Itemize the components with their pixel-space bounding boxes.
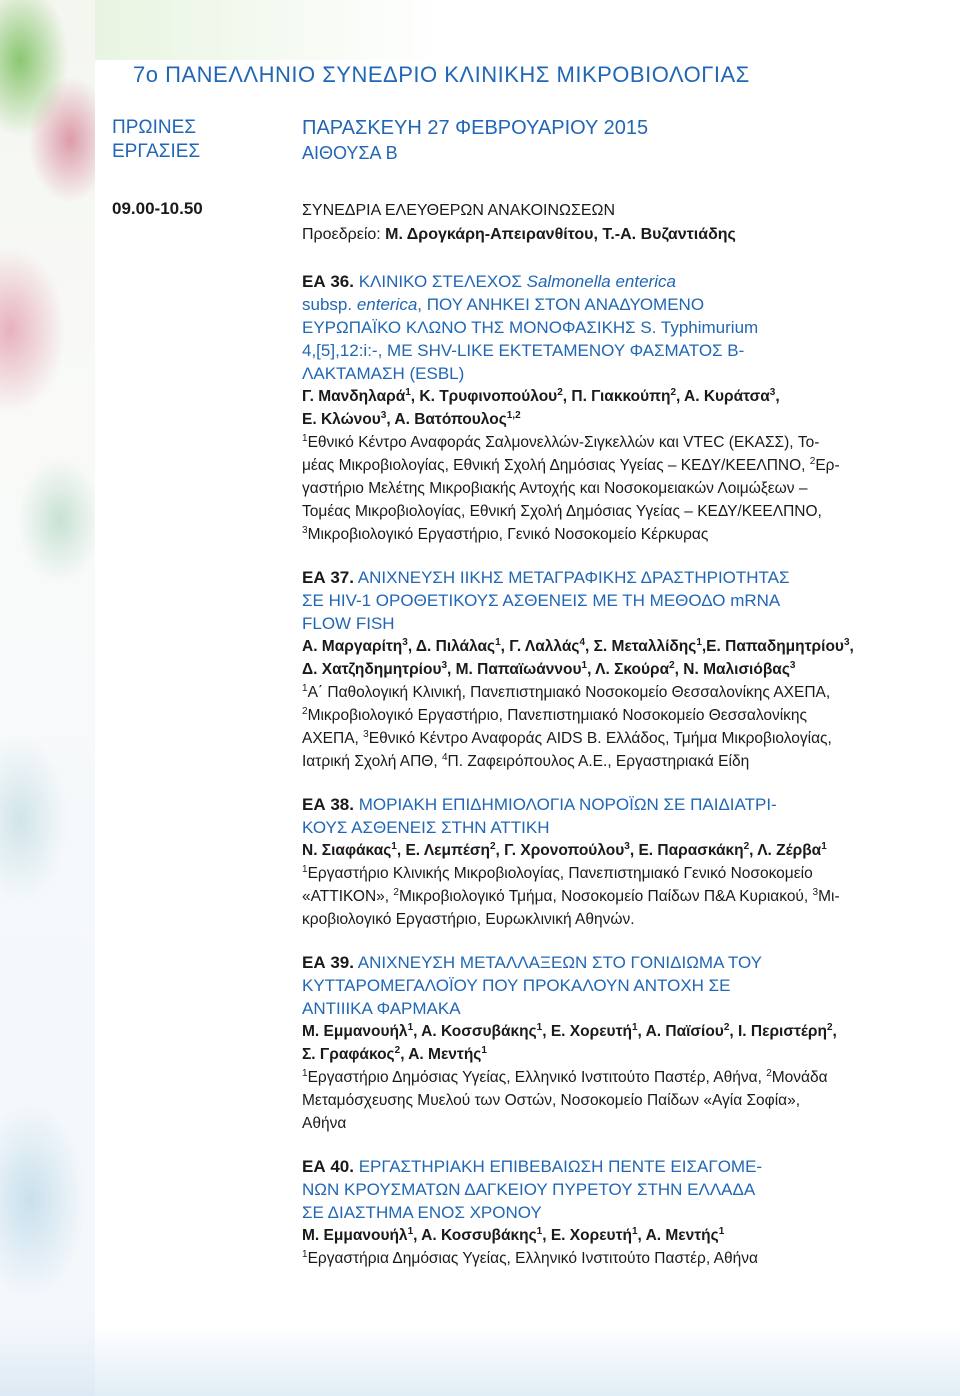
abstract-code: ΕΑ 40. (302, 1157, 354, 1176)
abstract-authors: Μ. Εμμανουήλ$^1$, Α. Κοσσυβάκης$^1$, Ε. Χορευτή$^1$, Α. Μεντής$^1$ (302, 1225, 725, 1244)
section-label-line2: ΕΡΓΑΣΙΕΣ (112, 141, 201, 162)
abstract-item (302, 951, 892, 1135)
abstract-affiliations: $^1$Εργαστήρια Δημόσιας Υγείας, Ελληνικό Ινστιτούτο Παστέρ, Αθήνα (302, 1248, 758, 1267)
abstract-affiliations: $^1$Α΄ Παθολογική Κλινική, Πανεπιστημιακό Νοσοκομείο Θεσσαλονίκης ΑΧΕΠΑ, $^2$Μικροβιολογικό Εργαστήριο, Πανεπιστημιακό Νοσοκομείο Θεσσαλονίκης ΑΧΕΠΑ, $^3$Εθνικό Κέντρο Αναφοράς AIDS Β. Ελλάδος, Τμήμα Μικροβιολογίας, Ιατρική Σχολή ΑΠΘ, $^4$Π. Ζαφειρόπουλος Α.Ε., Εργαστηριακά Είδη (302, 682, 832, 770)
abstract-authors: Α. Μαργαρίτη$^3$, Δ. Πιλάλας$^1$, Γ. Λαλλάς$^4$, Σ. Μεταλλίδης$^1$,Ε. Παπαδημητρίου$^3$, Δ. Χατζηδημητρίου$^3$, Μ. Παπαϊωάννου$^1$, Λ. Σκούρα$^2$, Ν. Μαλισιόβας$^3$ (302, 636, 854, 678)
abstract-item (302, 270, 892, 546)
abstract-title (302, 566, 892, 635)
date-block (302, 116, 942, 166)
session-chairs (302, 223, 922, 247)
abstract-title-text: ΕΡΓΑΣΤΗΡΙΑΚΗ ΕΠΙΒΕΒΑΙΩΣΗ ΠΕΝΤΕ ΕΙΣΑΓΟΜΕ- ΝΩΝ ΚΡΟΥΣΜΑΤΩΝ ΔΑΓΚΕΙΟΥ ΠΥΡΕΤΟΥ ΣΤΗΝ ΕΛΛΑΔΑ ΣΕ ΔΙΑΣΤΗΜΑ ΕΝΟΣ ΧΡΟΝΟΥ (302, 1157, 763, 1222)
session-room: ΑΙΘΟΥΣΑ Β (302, 143, 398, 163)
decorative-top-fade (95, 0, 960, 60)
abstract-list (302, 270, 892, 1290)
abstract-title (302, 951, 892, 1020)
abstract-authors: Γ. Μανδηλαρά$^1$, Κ. Τρυφινοπούλου$^2$, Π. Γιακκούπη$^2$, Α. Κυράτσα$^3$, Ε. Κλώνου$^3$, Α. Βατόπουλος$^{1,2}$ (302, 386, 780, 428)
session-info (302, 199, 922, 247)
abstract-title (302, 1155, 892, 1224)
session-date: ΠΑΡΑΣΚΕΥΗ 27 ΦΕΒΡΟΥΑΡΙΟΥ 2015 (302, 117, 649, 139)
abstract-code: ΕΑ 36. (302, 272, 354, 291)
abstract-affiliations: $^1$Εργαστήριο Δημόσιας Υγείας, Ελληνικό Ινστιτούτο Παστέρ, Αθήνα, $^2$Μονάδα Μεταμόσχευσης Μυελού των Οστών, Νοσοκομείο Παίδων «Αγία Σοφία», Αθήνα (302, 1067, 828, 1132)
abstract-title-text: ΚΛΙΝΙΚΟ ΣΤΕΛΕΧΟΣ Salmonella enterica subsp. enterica, ΠΟΥ ΑΝΗΚΕΙ ΣΤΟΝ ΑΝΑΔΥΟΜΕΝΟ ΕΥΡΩΠΑΪΚΟ ΚΛΩΝΟ ΤΗΣ ΜΟΝΟΦΑΣΙΚΗΣ S. Typhimurium 4,[5],12:i:-, ΜΕ SHV-LIKE ΕΚΤΕΤΑΜΕΝΟΥ ΦΑΣΜΑΤΟΣ Β- ΛΑΚΤΑΜΑΣΗ (ESBL) (302, 272, 759, 383)
abstract-title (302, 793, 892, 839)
session-chairs-names: Μ. Δρογκάρη-Απειρανθίτου, Τ.-Α. Βυζαντιάδης (385, 226, 736, 243)
abstract-code: ΕΑ 39. (302, 953, 354, 972)
abstract-authors: Ν. Σιαφάκας$^1$, Ε. Λεμπέση$^2$, Γ. Χρονοπούλου$^3$, Ε. Παρασκάκη$^2$, Λ. Ζέρβα$^1$ (302, 840, 827, 859)
abstract-item (302, 566, 892, 773)
abstract-authors: Μ. Εμμανουήλ$^1$, Α. Κοσσυβάκης$^1$, Ε. Χορευτή$^1$, Α. Παϊσίου$^2$, Ι. Περιστέρη$^2$, Σ. Γραφάκος$^2$, Α. Μεντής$^1$ (302, 1021, 837, 1063)
section-label (112, 116, 292, 164)
abstract-title-text: ΜΟΡΙΑΚΗ ΕΠΙΔΗΜΙΟΛΟΓΙΑ ΝΟΡΟΪΩΝ ΣΕ ΠΑΙΔΙΑΤΡΙ- ΚΟΥΣ ΑΣΘΕΝΕΙΣ ΣΤΗΝ ΑΤΤΙΚΗ (302, 795, 777, 837)
session-chairs-label: Προεδρείο: (302, 226, 386, 243)
abstract-title-text: ΑΝΙΧΝΕΥΣΗ ΜΕΤΑΛΛΑΞΕΩΝ ΣΤΟ ΓΟΝΙΔΙΩΜΑ ΤΟΥ ΚΥΤΤΑΡΟΜΕΓΑΛΟΪΟΥ ΠΟΥ ΠΡΟΚΑΛΟΥΝ ΑΝΤΟΧΗ ΣΕ ΑΝΤΙΙΙΚΑ ΦΑΡΜΑΚΑ (302, 953, 763, 1018)
abstract-item (302, 793, 892, 931)
decorative-bottom-fade (0, 1326, 960, 1396)
decorative-microscopy-band (0, 0, 95, 1396)
abstract-affiliations: $^1$Εθνικό Κέντρο Αναφοράς Σαλμονελλών-Σιγκελλών και VTEC (ΕΚΑΣΣ), Το- μέας Μικροβιολογίας, Εθνική Σχολή Δημόσιας Υγείας – ΚΕΔΥ/ΚΕΕΛΠΝΟ, $^2$Ερ- γαστήριο Μελέτης Μικροβιακής Αντοχής και Νοσοκομειακών Λοιμώξεων – Τομέας Μικροβιολογίας, Εθνική Σχολή Δημόσιας Υγείας – ΚΕΔΥ/ΚΕΕΛΠΝΟ, $^3$Μικροβιολογικό Εργαστήριο, Γενικό Νοσοκομείο Κέρκυρας (302, 432, 840, 543)
abstract-item (302, 1155, 892, 1270)
abstract-affiliations: $^1$Εργαστήριο Κλινικής Μικροβιολογίας, Πανεπιστημιακό Γενικό Νοσοκομείο «ΑΤΤΙΚΟΝ», $^2$Μικροβιολογικό Τμήμα, Νοσοκομείο Παίδων Π&Α Κυριακού, $^3$Μι- κροβιολογικό Εργαστήριο, Ευρωκλινική Αθηνών. (302, 863, 840, 928)
session-title: ΣΥΝΕΔΡΙΑ ΕΛΕΥΘΕΡΩΝ ΑΝΑΚΟΙΝΩΣΕΩΝ (302, 202, 616, 219)
abstract-code: ΕΑ 37. (302, 568, 354, 587)
congress-title: 7ο ΠΑΝΕΛΛΗΝΙΟ ΣΥΝΕΔΡΙΟ ΚΛΙΝΙΚΗΣ ΜΙΚΡΟΒΙΟΛΟΓΙΑΣ (133, 62, 750, 87)
abstract-code: ΕΑ 38. (302, 795, 354, 814)
session-time: 09.00-10.50 (112, 199, 203, 218)
abstract-title-text: ΑΝΙΧΝΕΥΣΗ ΙΙΚΗΣ ΜΕΤΑΓΡΑΦΙΚΗΣ ΔΡΑΣΤΗΡΙΟΤΗΤΑΣ ΣΕ HIV-1 ΟΡΟΘΕΤΙΚΟΥΣ ΑΣΘΕΝΕΙΣ ΜΕ ΤΗ ΜΕΘΟΔΟ mRNA FLOW FISH (302, 568, 790, 633)
abstract-title (302, 270, 892, 385)
section-label-line1: ΠΡΩΙΝΕΣ (112, 117, 197, 138)
